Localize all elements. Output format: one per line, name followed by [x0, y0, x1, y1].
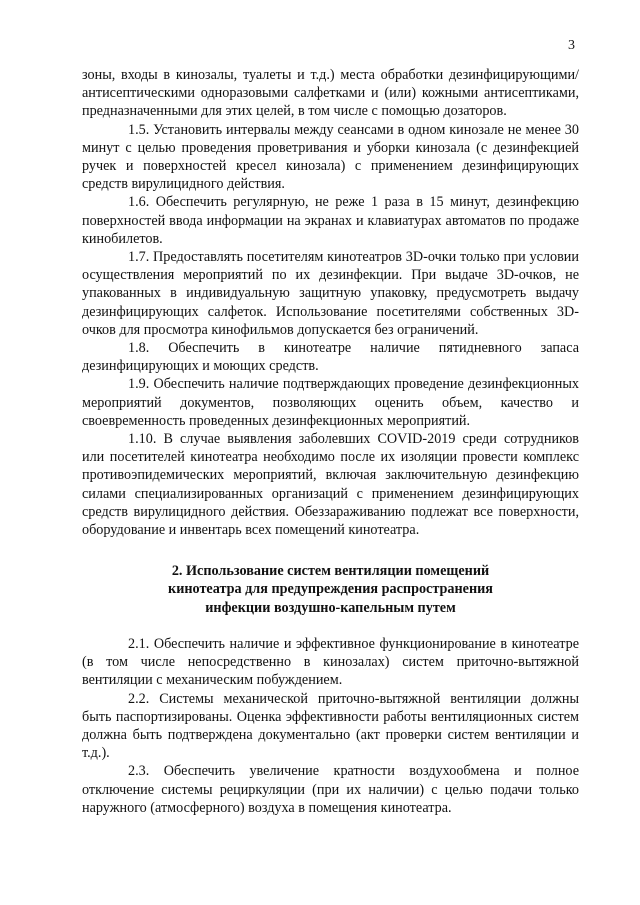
- paragraph-2-2: 2.2. Системы механической приточно-вытяжной вентиляции должны быть паспортизированы. Оценка эффективности работы вентиляционных систем должна быть подтверждена документально (акт проверки систем вентиляции и т.д.).: [82, 690, 579, 762]
- paragraph-continuation: зоны, входы в кинозалы, туалеты и т.д.) места обработки дезинфицирующими/антисептическими одноразовыми салфетками и (или) кожными антисептиками, предназначенными для этих целей, в том числе с помощью дозаторов.: [82, 67, 579, 120]
- paragraph-1-9: 1.9. Обеспечить наличие подтверждающих проведение дезинфекционных мероприятий документов, позволяющих оценить объем, качество и своевременность проведенных дезинфекционных мероприятий.: [82, 376, 579, 429]
- page-number: 3: [568, 38, 575, 53]
- paragraph-1-7: 1.7. Предоставлять посетителям кинотеатров 3D-очки только при условии осуществления мероприятий по их дезинфекции. При выдаче 3D-очков, не упакованных в индивидуальную защитную упаковку, предусмотреть выдачу дезинфицирующих салфеток. Использование посетителями собственных 3D-очков для просмотра кинофильмов допускается без ограничений.: [82, 249, 579, 338]
- section-2-heading-line2: кинотеатра для предупреждения распространения: [168, 581, 493, 598]
- document-body: [82, 66, 579, 817]
- section-2-heading-line3: инфекции воздушно-капельным путем: [205, 599, 456, 616]
- paragraph-1-8: 1.8. Обеспечить в кинотеатре наличие пятидневного запаса дезинфицирующих и моющих средств.: [82, 340, 579, 375]
- section-2-heading-line1: 2. Использование систем вентиляции помещений: [171, 563, 490, 580]
- paragraph-1-10: 1.10. В случае выявления заболевших COVID-2019 среди сотрудников или посетителей кинотеатра необходимо после их изоляции провести комплекс противоэпидемических мероприятий, включая заключительную дезинфекцию силами специализированных организаций с применением дезинфицирующих средств вирулицидного действия. Обеззараживанию подлежат все поверхности, оборудование и инвентарь всех помещений кинотеатра.: [82, 431, 579, 539]
- paragraph-1-6: 1.6. Обеспечить регулярную, не реже 1 раза в 15 минут, дезинфекцию поверхностей ввода информации на экранах и клавиатурах автоматов по продаже кинобилетов.: [82, 194, 579, 247]
- section-2-heading: [82, 562, 579, 617]
- paragraph-2-1: 2.1. Обеспечить наличие и эффективное функционирование в кинотеатре (в том числе непосредственно в кинозалах) систем приточно-вытяжной вентиляции с механическим побуждением.: [82, 635, 579, 689]
- paragraph-1-5: 1.5. Установить интервалы между сеансами в одном кинозале не менее 30 минут с целью проведения проветривания и уборки кинозала (с дезинфекцией ручек и поверхностей кресел кинозала) с применением дезинфицирующих средств вирулицидного действия.: [82, 121, 579, 193]
- paragraph-2-3: 2.3. Обеспечить увеличение кратности воздухообмена и полное отключение системы рециркуляции (при их наличии) с целью подачи только наружного (атмосферного) воздуха в помещения кинотеатра.: [82, 763, 579, 816]
